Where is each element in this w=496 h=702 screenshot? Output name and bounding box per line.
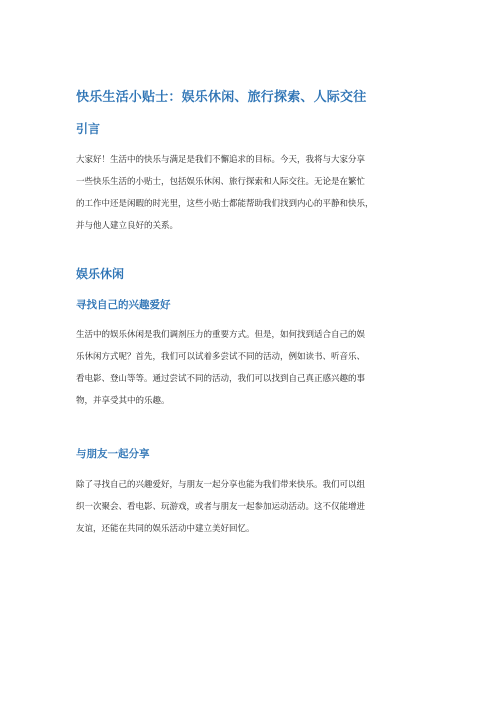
paragraph-line: 的工作中还是闲暇的时光里，这些小贴士都能帮助我们找到内心的平静和快乐， [76, 199, 374, 209]
paragraph-share-with-friends [76, 474, 426, 540]
paragraph-line: 友谊，还能在共同的娱乐活动中建立美好回忆。 [76, 524, 255, 534]
paragraph-find-hobbies [76, 324, 426, 412]
paragraph-line: 一些快乐生活的小贴士，包括娱乐休闲、旅行探索和人际交往。无论是在繁忙 [76, 177, 366, 187]
paragraph-line: 织一次聚会、看电影、玩游戏，或者与朋友一起参加运动活动。这不仅能增进 [76, 502, 366, 512]
paragraph-introduction [76, 149, 426, 237]
subheading-find-hobbies: 寻找自己的兴趣爱好 [76, 299, 171, 311]
paragraph-line: 除了寻找自己的兴趣爱好，与朋友一起分享也能为我们带来快乐。我们可以组 [76, 480, 366, 490]
document-title: 快乐生活小贴士：娱乐休闲、旅行探索、人际交往 [76, 90, 367, 105]
paragraph-line: 物，并享受其中的乐趣。 [76, 396, 170, 406]
paragraph-line: 看电影、登山等等。通过尝试不同的活动，我们可以找到自己真正感兴趣的事 [76, 374, 366, 384]
heading-introduction: 引言 [76, 122, 101, 136]
paragraph-line: 大家好！生活中的快乐与满足是我们不懈追求的目标。今天，我将与大家分享 [76, 155, 366, 165]
heading-entertainment: 娱乐休闲 [76, 267, 125, 281]
paragraph-line: 生活中的娱乐休闲是我们调剂压力的重要方式。但是，如何找到适合自己的娱 [76, 330, 366, 340]
subheading-share-with-friends: 与朋友一起分享 [76, 448, 150, 460]
paragraph-line: 乐休闲方式呢？首先，我们可以试着多尝试不同的活动，例如读书、听音乐、 [76, 352, 366, 362]
paragraph-line: 并与他人建立良好的关系。 [76, 221, 179, 231]
